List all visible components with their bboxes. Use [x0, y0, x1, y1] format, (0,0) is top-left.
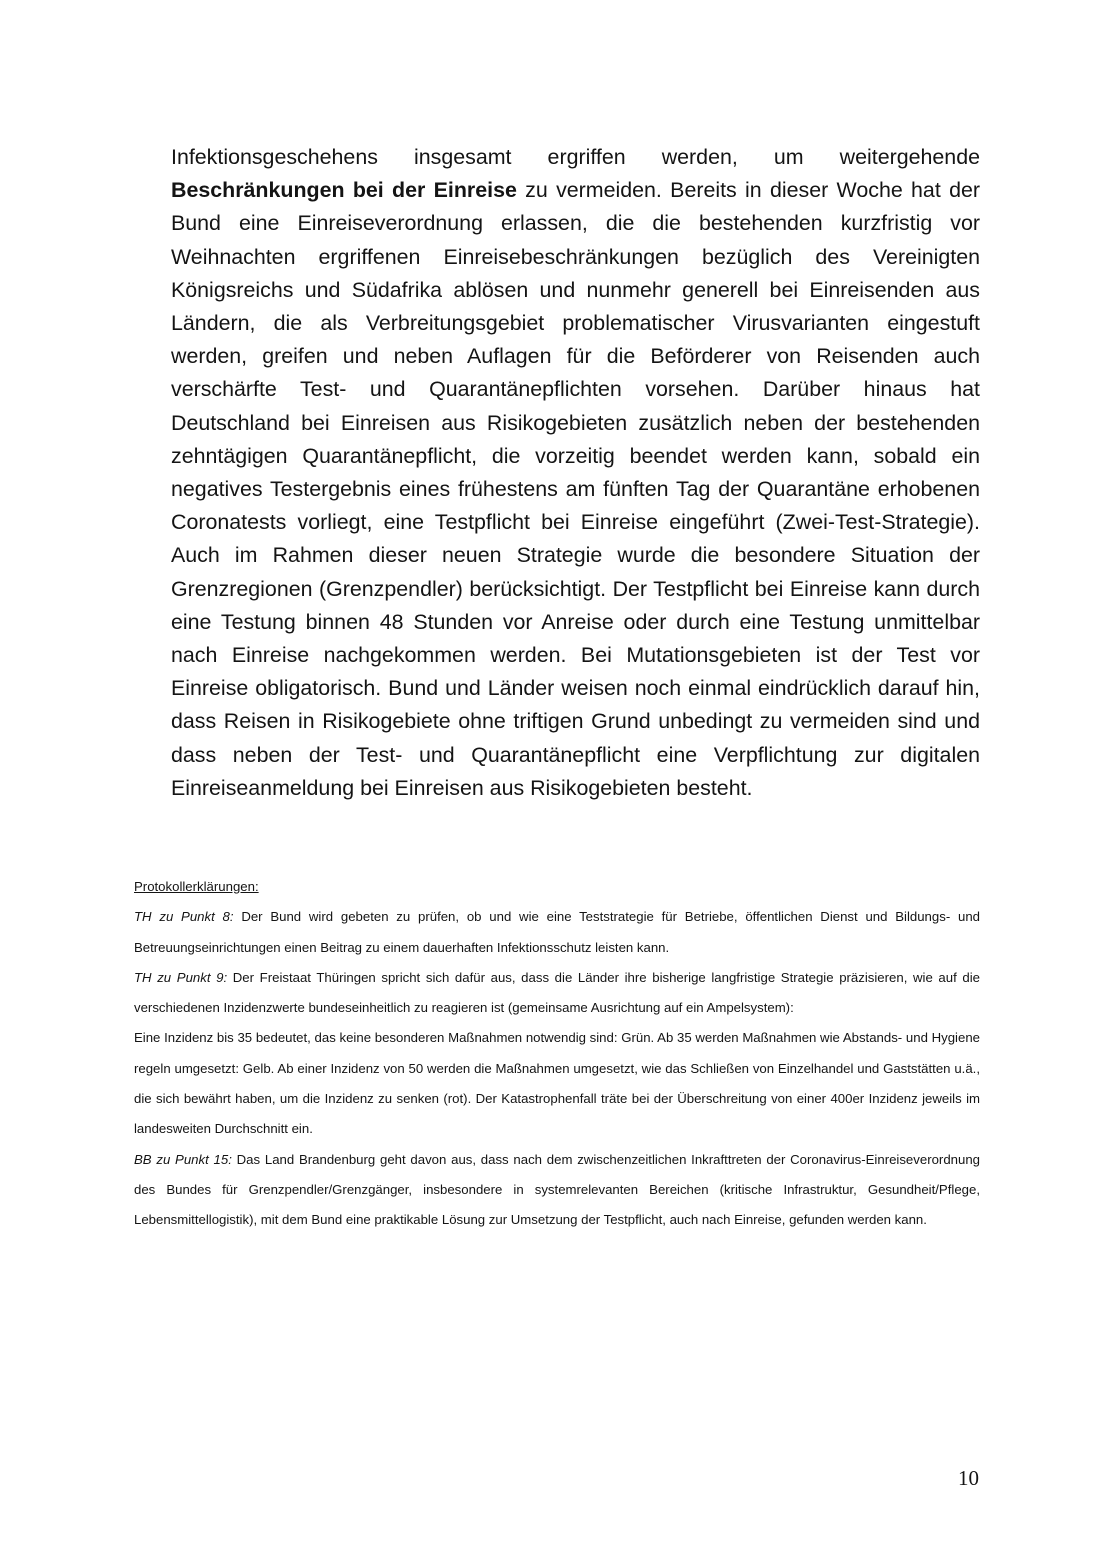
protocol-note-label: TH zu Punkt 9: — [134, 969, 228, 985]
protocol-note-label: TH zu Punkt 8: — [134, 909, 234, 925]
protocol-note-text: Der Bund wird gebeten zu prüfen, ob und wie eine Teststrategie für Betriebe, öffentlichen Dienst und Bildungs- und Betreuungseinrichtungen einen Beitrag zu einem dauerhaften Infektionsschutz leisten kann. — [134, 909, 980, 955]
main-paragraph — [171, 141, 980, 805]
main-paragraph-text-rest: zu vermeiden. Bereits in dieser Woche hat der Bund eine Einreiseverordnung erlassen, die die bestehenden kurzfristig vor Weihnachten ergriffenen Einreisebeschränkungen bezüglich des Vereinigten Königsreichs und Südafrika ablösen und nunmehr generell bei Einreisenden aus Ländern, die als Verbreitungsgebiet problematischer Virusvarianten eingestuft werden, greifen und neben Auflagen für die Beförderer von Reisenden auch verschärfte Test- und Quarantänepflichten vorsehen. Darüber hinaus hat Deutschland bei Einreisen aus Risikogebieten zusätzlich neben der bestehenden zehntägigen Quarantänepflicht, die vorzeitig beendet werden kann, sobald ein negatives Testergebnis eines frühestens am fünften Tag der Quarantäne erhobenen Coronatests vorliegt, eine Testpflicht bei Einreise eingeführt (Zwei-Test-Strategie). Auch im Rahmen dieser neuen Strategie wurde die besondere Situation der Grenzregionen (Grenzpendler) berücksichtigt. Der Testpflicht bei Einreise kann durch eine Testung binnen 48 Stunden vor Anreise oder durch eine Testung unmittelbar nach Einreise nachgekommen werden. Bei Mutationsgebieten ist der Test vor Einreise obligatorisch. Bund und Länder weisen noch einmal eindrücklich darauf hin, dass Reisen in Risikogebiete ohne triftigen Grund unbedingt zu vermeiden sind und dass neben der Test- und Quarantänepflicht eine Verpflichtung zur digitalen Einreiseanmeldung bei Einreisen aus Risikogebieten besteht. — [171, 178, 980, 800]
protocol-notes — [134, 872, 980, 1236]
protocol-note-text: Das Land Brandenburg geht davon aus, dass nach dem zwischenzeitlichen Inkrafttreten der Coronavirus-Einreiseverordnung des Bundes für Grenzpendler/Grenzgänger, insbesondere in systemrelevanten Bereichen (kritische Infrastruktur, Gesundheit/Pflege, Lebensmittellogistik), mit dem Bund eine praktikable Lösung zur Umsetzung der Testpflicht, auch nach Einreise, gefunden werden kann. — [134, 1151, 980, 1228]
main-paragraph-bold-phrase: Beschränkungen bei der Einreise — [171, 178, 517, 203]
protocol-note-th-punkt-9-continuation: Eine Inzidenz bis 35 bedeutet, das keine besonderen Maßnahmen notwendig sind: Grün. Ab 35 werden Maßnahmen wie Abstands- und Hygiene regeln umgesetzt: Gelb. Ab einer Inzidenz von 50 werden die Maßnahmen umgesetzt, wie das Schließen von Einzelhandel und Gaststätten u.ä., die sich bewährt haben, um die Inzidenz zu senken (rot). Der Katastrophenfall träte bei der Überschreitung von einer 400er Inzidenz jeweils im landesweiten Durchschnitt ein. — [134, 1030, 980, 1137]
protocol-notes-heading: Protokollerklärungen: — [134, 879, 259, 894]
protocol-note-bb-punkt-15 — [134, 1145, 980, 1236]
protocol-note-label: BB zu Punkt 15: — [134, 1151, 232, 1167]
protocol-note-th-punkt-9 — [134, 963, 980, 1024]
protocol-note-th-punkt-8 — [134, 902, 980, 963]
protocol-note-text: Der Freistaat Thüringen spricht sich dafür aus, dass die Länder ihre bisherige langfristige Strategie präzisieren, wie auf die verschiedenen Inzidenzwerte bundeseinheitlich zu reagieren ist (gemeinsame Ausrichtung auf ein Ampelsystem): — [134, 969, 980, 1016]
main-paragraph-text-start: Infektionsgeschehens insgesamt ergriffen werden, um weitergehende — [171, 145, 980, 169]
page-number: 10 — [958, 1466, 979, 1490]
